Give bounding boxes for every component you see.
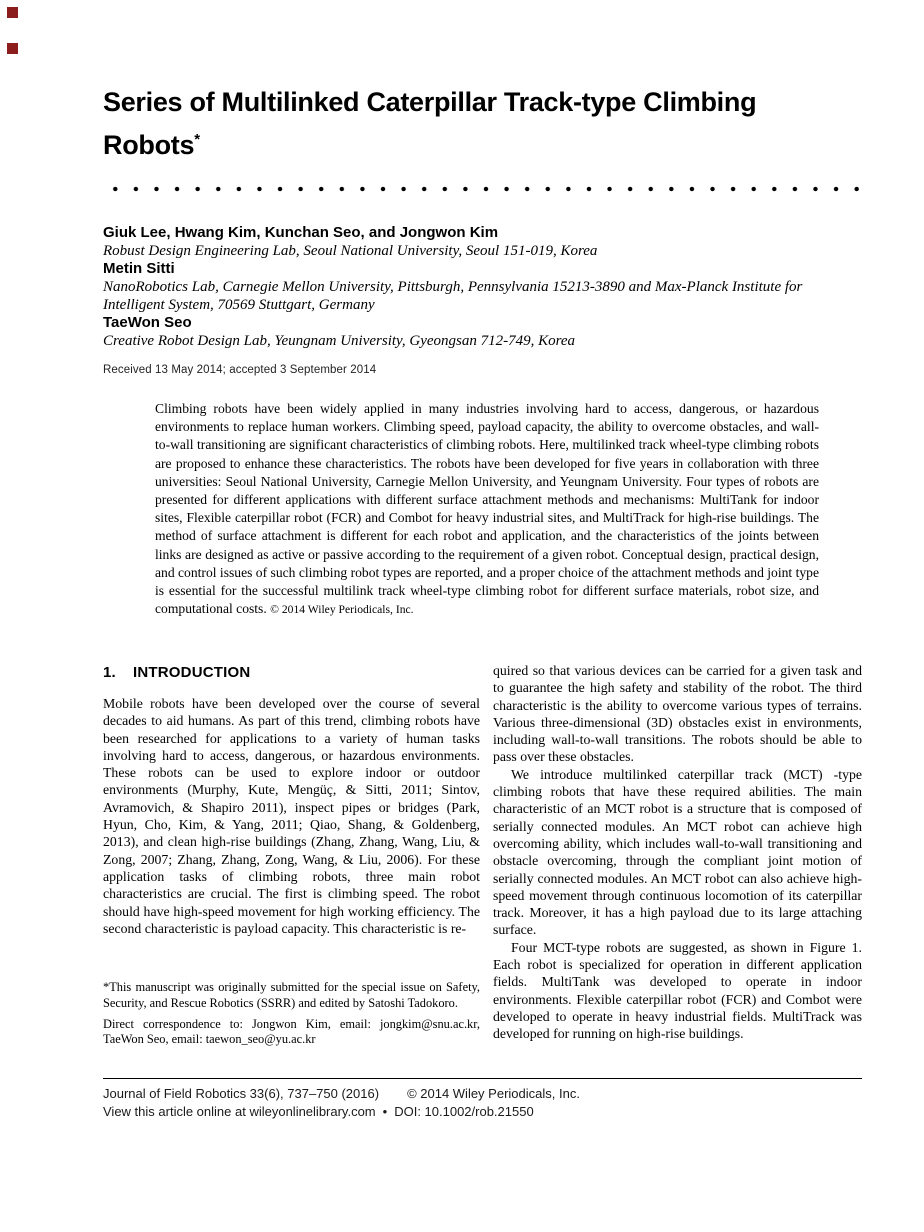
page-footer: [103, 1085, 862, 1120]
author-block: [103, 224, 862, 350]
footnote-correspondence: Direct correspondence to: Jongwon Kim, email: jongkim@snu.ac.kr, TaeWon Seo, email: taewon_seo@yu.ac.kr: [103, 1016, 480, 1047]
author-group3-names: TaeWon Seo: [103, 314, 192, 331]
author-group1-names: Giuk Lee, Hwang Kim, Kunchan Seo, and Jongwon Kim: [103, 224, 499, 241]
footer-online-text: View this article online at wileyonlinelibrary.com: [103, 1103, 376, 1119]
footnote-block: [103, 980, 480, 1053]
article-title-line2: Robots: [103, 130, 195, 160]
footer-journal-info: Journal of Field Robotics 33(6), 737–750 (2016): [103, 1086, 380, 1101]
article-title: [103, 84, 843, 164]
article-title-line1: Series of Multilinked Caterpillar Track-type Climbing: [103, 87, 757, 117]
footnote-special-issue: *This manuscript was originally submitted for the special issue on Safety, Security, and Rescue Robotics (SSRR) and edited by Satoshi Tadokoro.: [103, 980, 480, 1010]
received-accepted-dates: Received 13 May 2014; accepted 3 September 2014: [103, 364, 377, 376]
author-group3-affiliation: Creative Robot Design Lab, Yeungnam University, Gyeongsan 712-749, Korea: [103, 333, 576, 349]
footer-bullet-icon: •: [382, 1103, 388, 1119]
footer-rule: [103, 1078, 862, 1079]
abstract-copyright: © 2014 Wiley Periodicals, Inc.: [270, 603, 414, 617]
intro-paragraph-left: Mobile robots have been developed over the course of several decades to aid humans. As part of this trend, climbing robots have been researched for applications to a variety of human tasks involving hard to access, dangerous, or hazardous environments. These robots can be used to explore indoor or outdoor environments (Murphy, Kute, Mengüç, & Sitti, 2011; Sintov, Avramovich, & Shapiro 2011), inspect pipes or bridges (Park, Hyun, Cho, Kim, & Yang, 2011; Qiao, Shang, & Goldenberg, 2013), and clean high-rise buildings (Zhang, Zhang, Wang, Liu, & Zong, 2007; Zhang, Zhang, Zong, Wang, & Liu, 2006). For these application tasks of climbing robots, three main robot characteristics are crucial. The first is climbing speed. The robot should have high-speed movement for high working efficiency. The second characteristic is payload capacity. This characteristic is re-: [103, 696, 480, 936]
footer-line2: [103, 1103, 862, 1121]
footer-doi: DOI: 10.1002/rob.21550: [394, 1103, 534, 1119]
intro-paragraph-right-3: Four MCT-type robots are suggested, as shown in Figure 1. Each robot is specialized for operation in different application fields. MultiTank was developed to operate in indoor environments. Flexible caterpillar robot (FCR) and Combot were developed to operate in heavy industrial fields. MultiTrack was developed for running on high-rise buildings.: [493, 939, 862, 1042]
column-right: [493, 662, 862, 1043]
page-marker-bottom: [7, 43, 18, 54]
footer-line1: [103, 1085, 862, 1103]
title-footnote-mark: *: [194, 131, 200, 148]
page-marker-top: [7, 7, 18, 18]
abstract-text: Climbing robots have been widely applied in many industries involving hard to access, dangerous, or hazardous environments to replace human workers. Climbing speed, payload capacity, the ability to overcome obstacles, and wall-to-wall transitioning are significant characteristics of climbing robots. Here, multilinked track wheel-type climbing robots are proposed to enhance these characteristics. The robots have been developed for five years in collaboration with three universities: Seoul National University, Carnegie Mellon University, and Yeungnam University. Four types of robots are presented for different applications with different surface attachment methods and mechanisms: MultiTank for indoor sites, Flexible caterpillar robot (FCR) and Combot for heavy industrial sites, and MultiTrack for high-rise buildings. The method of surface attachment is different for each robot and application, and the characteristics of the joints between links are designed as active or passive according to the requirement of a given robot. Conceptual design, practical design, and control issues of such climbing robot types are reported, and a proper choice of the attachment methods and joint type is essential for the successful multilink track wheel-type climbing robot for different surface materials, robot size, and computational costs.: [155, 401, 820, 617]
page-content: [103, 0, 862, 1232]
author-group2-affiliation: NanoRobotics Lab, Carnegie Mellon University, Pittsburgh, Pennsylvania 15213-3890 and Max-Planck Institute for Intelligent System, 70569 Stuttgart, Germany: [103, 279, 803, 313]
dotted-separator: [105, 186, 861, 192]
abstract: [155, 400, 819, 619]
section-title: INTRODUCTION: [133, 664, 251, 681]
author-group1-affiliation: Robust Design Engineering Lab, Seoul National University, Seoul 151-019, Korea: [103, 243, 598, 259]
section-heading-introduction: [103, 664, 480, 681]
footer-copyright: © 2014 Wiley Periodicals, Inc.: [407, 1086, 580, 1101]
author-group2-names: Metin Sitti: [103, 260, 175, 277]
intro-paragraph-right-1: quired so that various devices can be carried for a given task and to guarantee the high safety and stability of the robot. The third characteristic is the ability to overcome various types of terrains. Various three-dimensional (3D) obstacles exist in environments, including wall-to-wall transitions. The robots should be able to pass over these obstacles.: [493, 663, 862, 765]
intro-paragraph-right-2: We introduce multilinked caterpillar track (MCT) -type climbing robots that have these required abilities. The main characteristic of an MCT robot is a structure that is composed of serially connected modules. An MCT robot can achieve high overcoming ability, which includes wall-to-wall transitioning and obstacle overcoming, through the compliant joint motion of serially connected modules. An MCT robot can also achieve high-speed movement through continuous locomotion of its caterpillar track. Moreover, it has a high payload due to its large attaching surface.: [493, 766, 862, 938]
section-number: 1.: [103, 664, 116, 681]
